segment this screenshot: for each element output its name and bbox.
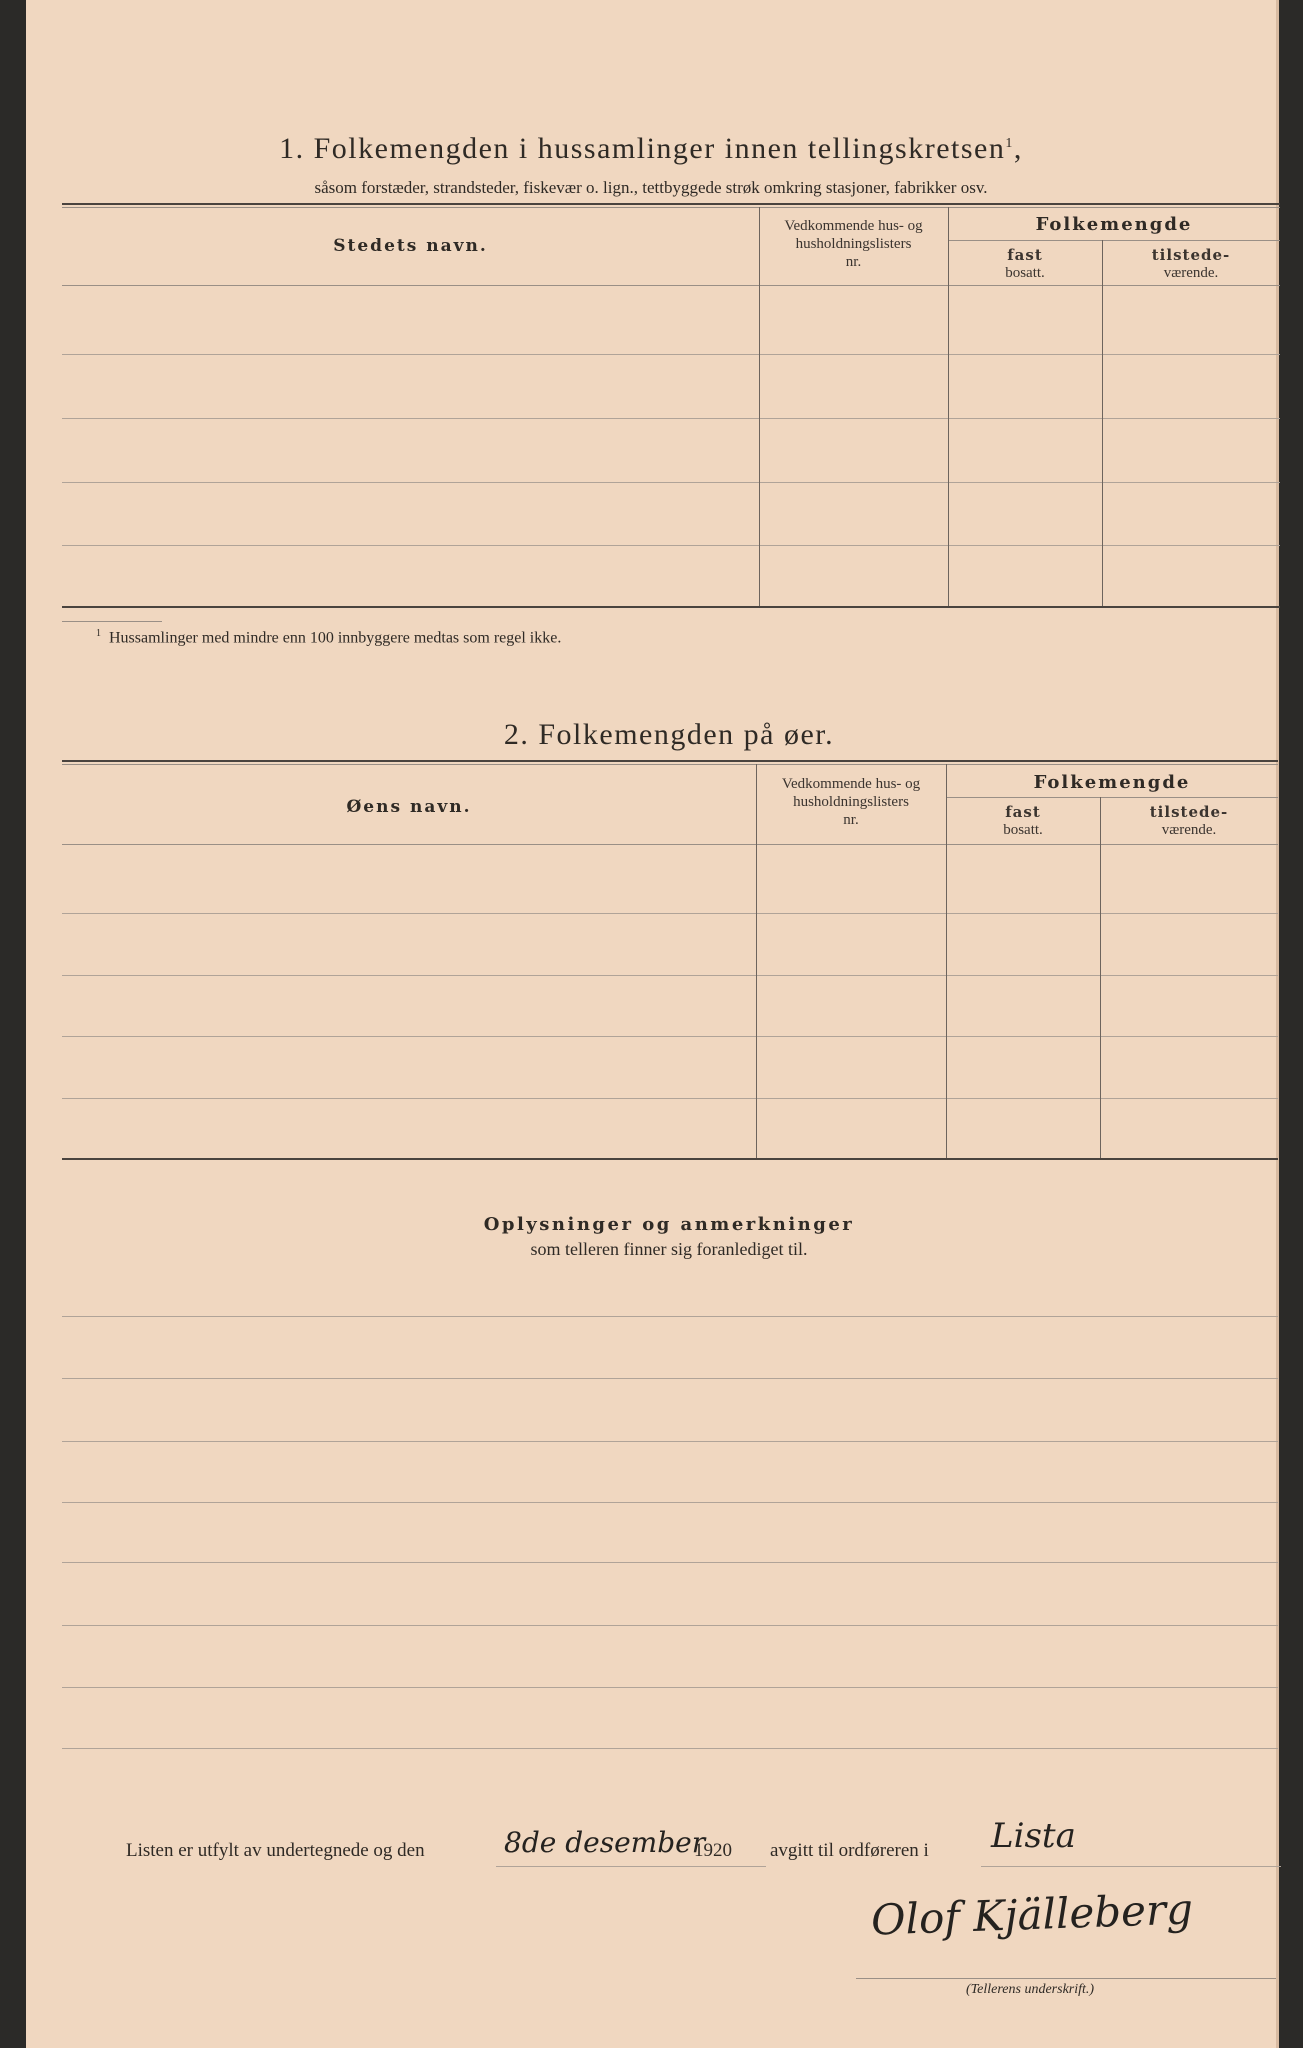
handwritten-date: 8de desember [504, 1826, 706, 1859]
footer-year: 1920 [694, 1840, 732, 1861]
col-fast-bosatt-2: fast bosatt. [1003, 803, 1043, 838]
signature-caption: (Tellerens underskrift.) [966, 1982, 1095, 1997]
col-tilstedevaerende: tilstede- værende. [1151, 246, 1231, 281]
footer-text-after: avgitt til ordføreren i [770, 1840, 929, 1861]
remarks-subtitle: som telleren finner sig foranlediget til. [530, 1239, 808, 1259]
census-form-page [26, 0, 1279, 2048]
remarks-title: Oplysninger og anmerkninger [483, 1214, 855, 1235]
col-fast-bosatt: fast bosatt. [1005, 246, 1045, 281]
col-folkemengde-2: Folkemengde [1033, 772, 1191, 793]
section1-footnote: $^1$ Hussamlinger med mindre enn 100 innbyggere medtas som regel ikke. [96, 628, 562, 647]
col-stedets-navn: Stedets navn. [333, 236, 488, 256]
signature: Olof Kjälleberg [870, 1884, 1194, 1945]
col-tilstedevaerende-2: tilstede- værende. [1149, 803, 1229, 838]
section1-title: 1. Folkemengden i hussamlinger innen tellingskretsen$^1$, [279, 132, 1023, 165]
col-oens-navn: Øens navn. [346, 797, 472, 817]
handwritten-place: Lista [991, 1816, 1076, 1856]
col-list-numbers: Vedkommende hus- og husholdningslisters nr. [784, 218, 923, 270]
col-list-numbers-2: Vedkommende hus- og husholdningslisters nr. [781, 776, 921, 828]
section1-subtitle: såsom forstæder, strandsteder, fiskevær o. lign., tettbyggede strøk omkring stasjoner, fabrikker osv. [314, 178, 988, 197]
footer-text-before: Listen er utfylt av undertegnede og den [126, 1840, 425, 1861]
col-folkemengde: Folkemengde [1035, 214, 1193, 235]
section2-title: 2. Folkemengden på øer. [503, 718, 835, 751]
